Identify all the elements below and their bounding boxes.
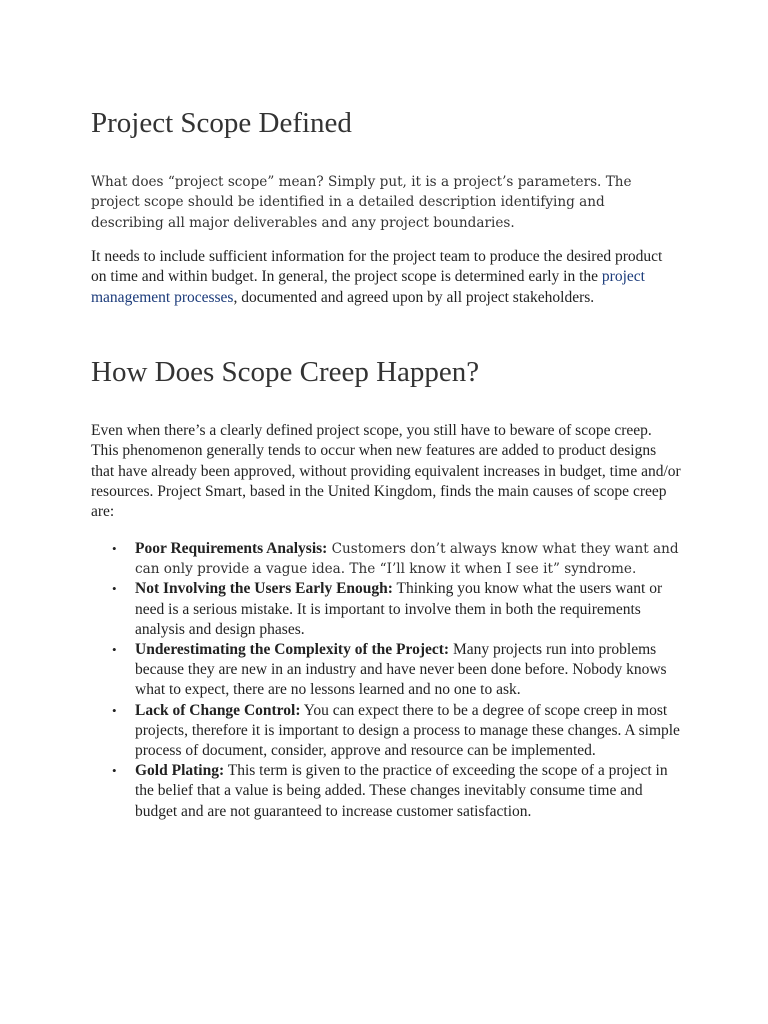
bullet-icon: • (112, 702, 117, 718)
paragraph-scope-information (91, 247, 681, 308)
paragraph-scope-creep-intro: Even when there’s a clearly defined project scope, you still have to beware of scope creep. This phenomenon generally tends to occur when new features are added to product designs that have already been approved, without providing equivalent increases in budget, time and/or resources. Project Smart, based in the United Kingdom, finds the main causes of scope creep are: (91, 422, 681, 521)
list-item (91, 701, 681, 762)
list-item-title: Underestimating the Complexity of the Project: (135, 641, 450, 659)
list-item-title: Not Involving the Users Early Enough: (135, 580, 393, 598)
list-item (91, 539, 681, 579)
list-item (91, 640, 681, 701)
list-item-title: Gold Plating: (135, 762, 225, 780)
list-item-text: Many projects run into problems because they are new in an industry and have never been done before. Nobody knows what to expect, there are no lessons learned and no one to ask. (135, 641, 667, 699)
paragraph-scope-definition: What does “project scope” mean? Simply put, it is a project’s parameters. The project scope should be identified in a detailed description identifying and describing all major deliverables and any project boundaries. (91, 174, 632, 231)
scope-creep-causes-list (91, 539, 681, 822)
bullet-icon: • (112, 642, 117, 658)
list-item-text: You can expect there to be a degree of scope creep in most projects, therefore it is important to design a process to manage these changes. A simple process of document, consider, approve and resource can be implemented. (135, 701, 680, 760)
paragraph-text: It needs to include sufficient information for the project team to produce the desired product on time and within budget. In general, the project scope is determined early in the (91, 248, 663, 286)
project-management-processes-link[interactable]: project management processes (91, 268, 645, 306)
list-item-text: Thinking you know what the users want or need is a serious mistake. It is important to involve them in both the requirements analysis and design phases. (135, 580, 663, 638)
list-item-text: This term is given to the practice of exceeding the scope of a project in the belief that a value is being added. These changes inevitably consume time and budget and are not guaranteed to increase customer satisfaction. (135, 762, 668, 820)
bullet-icon: • (112, 763, 117, 779)
list-item (91, 579, 681, 640)
list-item (91, 761, 681, 822)
bullet-icon: • (112, 541, 117, 556)
list-item-text: Customers don’t always know what they want and can only provide a vague idea. The “I’ll know it when I see it” syndrome. (135, 541, 679, 578)
bullet-icon: • (112, 581, 117, 597)
section-heading-project-scope: Project Scope Defined (91, 107, 352, 139)
paragraph-text: , documented and agreed upon by all project stakeholders. (233, 288, 595, 306)
list-item-title: Poor Requirements Analysis: (135, 540, 328, 557)
section-heading-scope-creep: How Does Scope Creep Happen? (91, 356, 480, 388)
list-item-title: Lack of Change Control: (135, 701, 301, 719)
